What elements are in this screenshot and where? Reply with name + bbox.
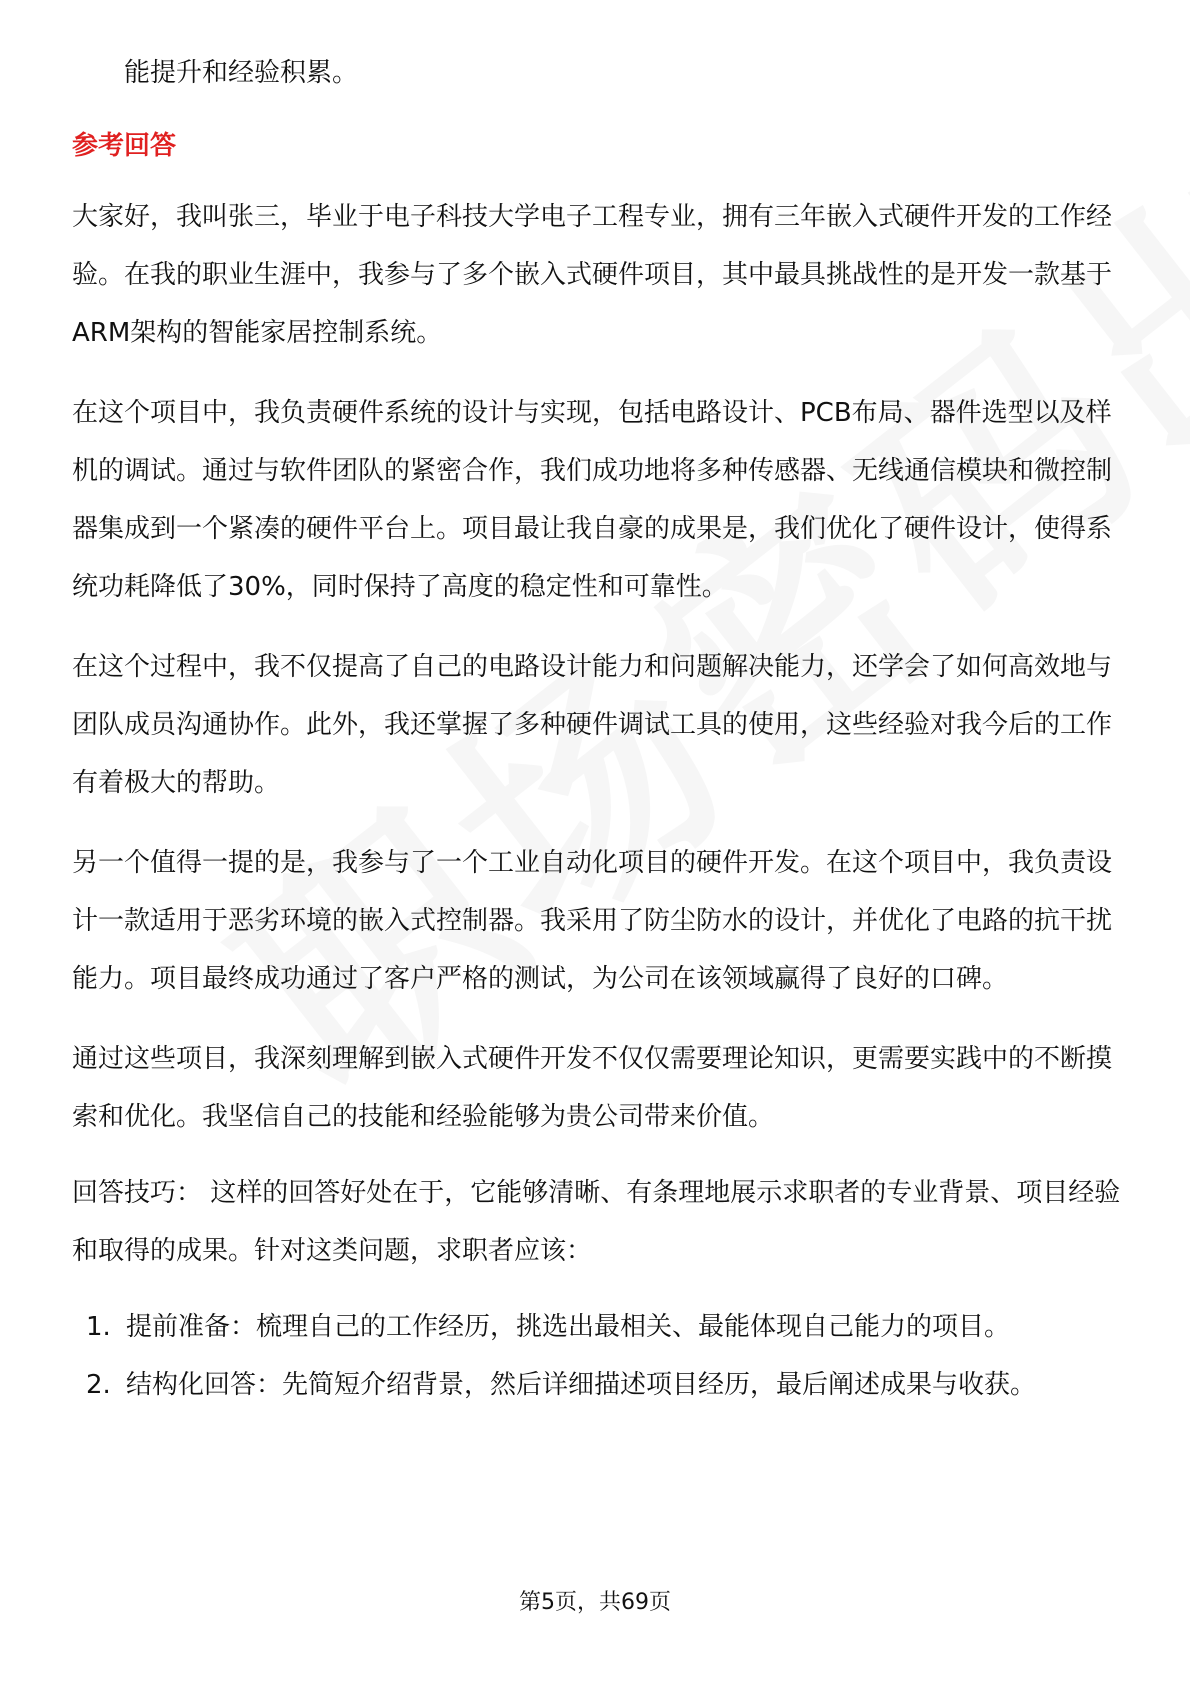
answer-paragraph-3: 在这个过程中，我不仅提高了自己的电路设计能力和问题解决能力，还学会了如何高效地与团队成员沟通协作。此外，我还掌握了多种硬件调试工具的使用，这些经验对我今后的工作有着极大的帮助。	[72, 652, 1113, 798]
tips-list	[72, 1298, 1122, 1414]
list-item-number: 2.	[86, 1370, 111, 1400]
section-heading: 参考回答	[72, 131, 177, 161]
list-item-text: 提前准备：梳理自己的工作经历，挑选出最相关、最能体现自己能力的项目。	[126, 1312, 1011, 1342]
answer-paragraph-1: 大家好，我叫张三，毕业于电子科技大学电子工程专业，拥有三年嵌入式硬件开发的工作经验。在我的职业生涯中，我参与了多个嵌入式硬件项目，其中最具挑战性的是开发一款基于ARM架构的智能家居控制系统。	[72, 202, 1113, 348]
answer-paragraph-5: 通过这些项目，我深刻理解到嵌入式硬件开发不仅仅需要理论知识，更需要实践中的不断摸索和优化。我坚信自己的技能和经验能够为贵公司带来价值。	[72, 1044, 1113, 1132]
list-item-text: 结构化回答：先简短介绍背景，然后详细描述项目经历，最后阐述成果与收获。	[126, 1370, 1037, 1400]
list-item	[72, 1356, 1122, 1414]
list-item-number: 1.	[86, 1312, 111, 1342]
list-item	[72, 1298, 1122, 1356]
page-number-footer: 第5页，共69页	[519, 1590, 671, 1615]
answer-paragraph-2: 在这个项目中，我负责硬件系统的设计与实现，包括电路设计、PCB布局、器件选型以及样机的调试。通过与软件团队的紧密合作，我们成功地将多种传感器、无线通信模块和微控制器集成到一个紧凑的硬件平台上。项目最让我自豪的成果是，我们优化了硬件设计，使得系统功耗降低了30%，同时保持了高度的稳定性和可靠性。	[72, 398, 1113, 602]
continued-line: 能提升和经验积累。	[124, 58, 359, 88]
page-content	[72, 44, 1122, 1414]
tips-intro: 回答技巧： 这样的回答好处在于，它能够清晰、有条理地展示求职者的专业背景、项目经验和取得的成果。针对这类问题，求职者应该：	[72, 1178, 1121, 1266]
answer-paragraph-4: 另一个值得一提的是，我参与了一个工业自动化项目的硬件开发。在这个项目中，我负责设计一款适用于恶劣环境的嵌入式控制器。我采用了防尘防水的设计，并优化了电路的抗干扰能力。项目最终成功通过了客户严格的测试，为公司在该领域赢得了良好的口碑。	[72, 848, 1113, 994]
